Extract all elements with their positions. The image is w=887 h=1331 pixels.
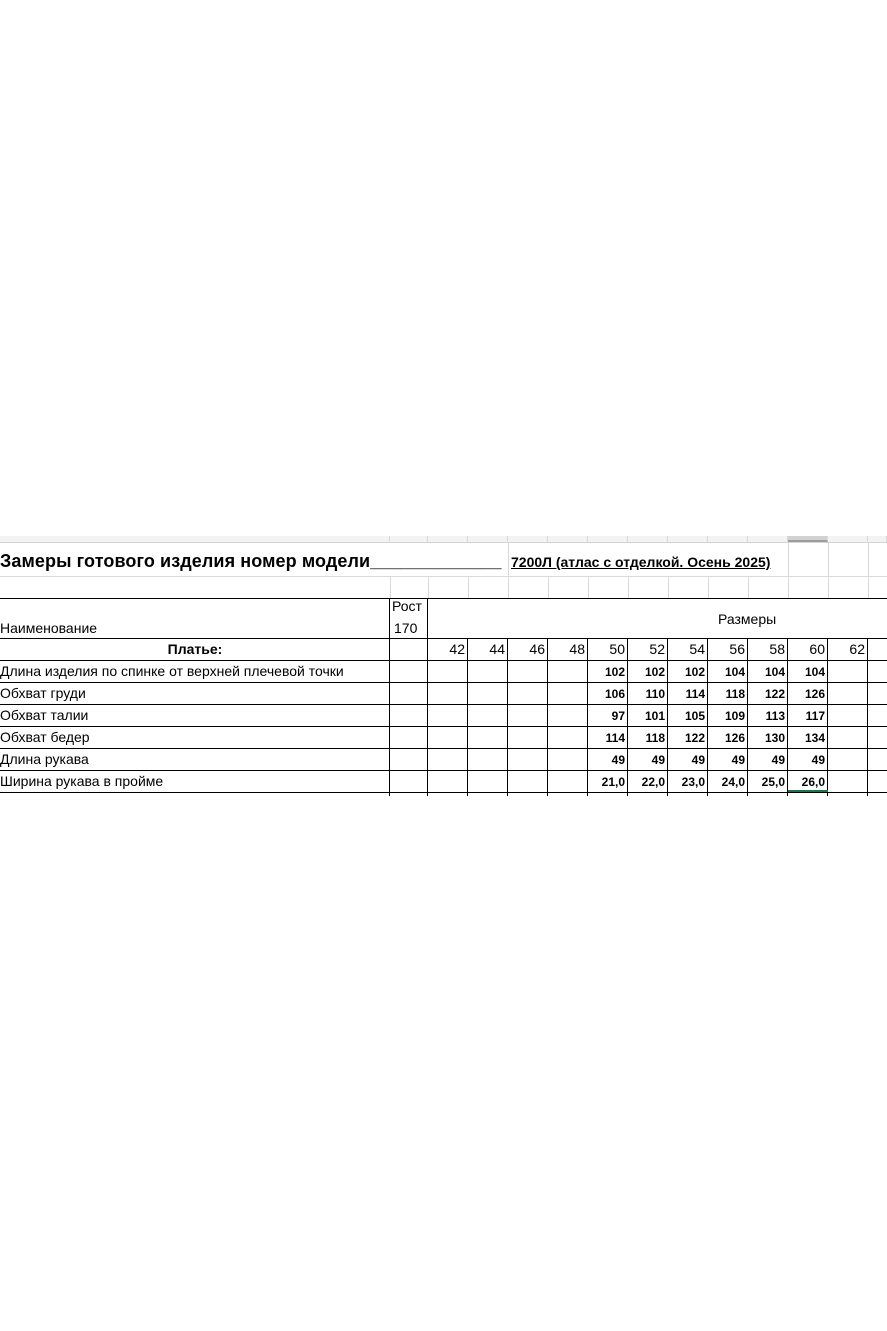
table-border bbox=[507, 638, 508, 796]
table-cell[interactable]: 49 bbox=[731, 753, 745, 767]
row-label[interactable]: Ширина рукава в пройме bbox=[0, 773, 164, 789]
gridline bbox=[548, 576, 549, 598]
table-cell[interactable]: 106 bbox=[604, 687, 625, 701]
table-border bbox=[389, 598, 390, 796]
gridline bbox=[390, 576, 391, 598]
gridline bbox=[508, 542, 509, 598]
column-header-n[interactable] bbox=[868, 536, 887, 542]
table-cell[interactable]: 23,0 bbox=[681, 775, 705, 789]
table-cell[interactable]: 104 bbox=[724, 665, 745, 679]
table-border bbox=[0, 660, 887, 661]
sheet-title[interactable]: Замеры готового изделия номер модели_____________ bbox=[0, 551, 502, 571]
table-cell[interactable]: 114 bbox=[605, 731, 625, 745]
column-header-a[interactable] bbox=[0, 536, 390, 542]
model-description[interactable]: 7200Л (атлас с отделкой. Осень 2025) bbox=[511, 554, 771, 570]
column-header-b[interactable] bbox=[390, 536, 428, 542]
size-header[interactable]: 48 bbox=[569, 641, 585, 657]
table-cell[interactable]: 102 bbox=[644, 665, 665, 679]
name-column-header[interactable]: Наименование bbox=[0, 620, 98, 636]
column-header-c[interactable] bbox=[428, 536, 468, 542]
gridline bbox=[868, 542, 869, 598]
table-cell[interactable]: 102 bbox=[684, 665, 705, 679]
height-value[interactable]: 170 bbox=[394, 620, 418, 636]
row-label[interactable]: Обхват талии bbox=[0, 707, 89, 723]
table-border bbox=[467, 638, 468, 796]
column-header-m[interactable] bbox=[828, 536, 868, 542]
table-cell[interactable]: 104 bbox=[764, 665, 785, 679]
table-border bbox=[0, 792, 887, 793]
table-border bbox=[0, 748, 887, 749]
table-cell[interactable]: 126 bbox=[724, 731, 745, 745]
column-header-k[interactable] bbox=[748, 536, 788, 542]
size-header[interactable]: 62 bbox=[849, 641, 865, 657]
table-cell[interactable]: 126 bbox=[804, 687, 825, 701]
column-headers[interactable] bbox=[0, 536, 887, 543]
column-header-f[interactable] bbox=[548, 536, 588, 542]
column-header-h[interactable] bbox=[628, 536, 668, 542]
table-cell[interactable]: 24,0 bbox=[721, 775, 745, 789]
gridline bbox=[788, 542, 789, 598]
row-label[interactable]: Обхват груди bbox=[0, 685, 86, 701]
table-cell[interactable]: 118 bbox=[725, 687, 745, 701]
column-header-e[interactable] bbox=[508, 536, 548, 542]
table-cell[interactable]: 101 bbox=[644, 709, 665, 723]
gridline bbox=[428, 576, 429, 598]
table-cell[interactable]: 118 bbox=[645, 731, 665, 745]
gridline bbox=[668, 576, 669, 598]
size-header[interactable]: 56 bbox=[729, 641, 745, 657]
table-cell[interactable]: 110 bbox=[645, 687, 665, 701]
table-border bbox=[0, 638, 887, 639]
gridline bbox=[828, 542, 829, 598]
table-cell[interactable]: 134 bbox=[804, 731, 825, 745]
table-border bbox=[427, 598, 428, 796]
active-cell-indicator bbox=[788, 790, 828, 792]
gridline bbox=[708, 576, 709, 598]
table-cell[interactable]: 117 bbox=[805, 709, 825, 723]
gridline bbox=[588, 576, 589, 598]
row-label[interactable]: Длина рукава bbox=[0, 751, 89, 767]
table-cell[interactable]: 122 bbox=[684, 731, 705, 745]
table-cell-active[interactable]: 26,0 bbox=[801, 775, 825, 789]
spreadsheet bbox=[0, 536, 887, 796]
table-cell[interactable]: 104 bbox=[804, 665, 825, 679]
size-header[interactable]: 50 bbox=[609, 641, 625, 657]
table-cell[interactable]: 25,0 bbox=[761, 775, 785, 789]
table-cell[interactable]: 49 bbox=[691, 753, 705, 767]
table-border bbox=[867, 638, 868, 796]
column-header-g[interactable] bbox=[588, 536, 628, 542]
row-label[interactable]: Длина изделия по спинке от верхней плечевой точки bbox=[0, 663, 344, 679]
height-label[interactable]: Рост bbox=[392, 598, 422, 614]
table-cell[interactable]: 113 bbox=[765, 709, 785, 723]
table-cell[interactable]: 102 bbox=[604, 665, 625, 679]
table-cell[interactable]: 49 bbox=[611, 753, 625, 767]
table-border bbox=[827, 638, 828, 796]
size-header[interactable]: 60 bbox=[809, 641, 825, 657]
table-cell[interactable]: 105 bbox=[684, 709, 705, 723]
table-border bbox=[0, 704, 887, 705]
column-header-j[interactable] bbox=[708, 536, 748, 542]
table-border bbox=[0, 682, 887, 683]
column-header-d[interactable] bbox=[468, 536, 508, 542]
table-cell[interactable]: 97 bbox=[611, 709, 625, 723]
size-header[interactable]: 58 bbox=[769, 641, 785, 657]
gridline bbox=[468, 576, 469, 598]
table-cell[interactable]: 109 bbox=[724, 709, 745, 723]
section-label[interactable]: Платье: bbox=[167, 641, 223, 657]
table-border bbox=[0, 598, 887, 599]
table-cell[interactable]: 122 bbox=[764, 687, 785, 701]
table-cell[interactable]: 22,0 bbox=[641, 775, 665, 789]
row-label[interactable]: Обхват бедер bbox=[0, 729, 90, 745]
table-border bbox=[547, 638, 548, 796]
column-header-i[interactable] bbox=[668, 536, 708, 542]
table-cell[interactable]: 49 bbox=[771, 753, 785, 767]
table-cell[interactable]: 49 bbox=[811, 753, 825, 767]
sizes-header[interactable]: Размеры bbox=[718, 611, 777, 627]
size-header[interactable]: 46 bbox=[529, 641, 545, 657]
gridline bbox=[748, 576, 749, 598]
column-header-l-selected[interactable] bbox=[788, 536, 828, 542]
size-header[interactable]: 42 bbox=[449, 641, 465, 657]
size-header[interactable]: 44 bbox=[489, 641, 505, 657]
table-cell[interactable]: 21,0 bbox=[601, 775, 625, 789]
gridline bbox=[0, 576, 887, 577]
table-border bbox=[0, 770, 887, 771]
table-cell[interactable]: 114 bbox=[685, 687, 705, 701]
table-cell[interactable]: 130 bbox=[764, 731, 785, 745]
gridline bbox=[628, 576, 629, 598]
table-cell[interactable]: 49 bbox=[651, 753, 665, 767]
table-border bbox=[0, 726, 887, 727]
size-header[interactable]: 52 bbox=[649, 641, 665, 657]
size-header[interactable]: 54 bbox=[689, 641, 705, 657]
